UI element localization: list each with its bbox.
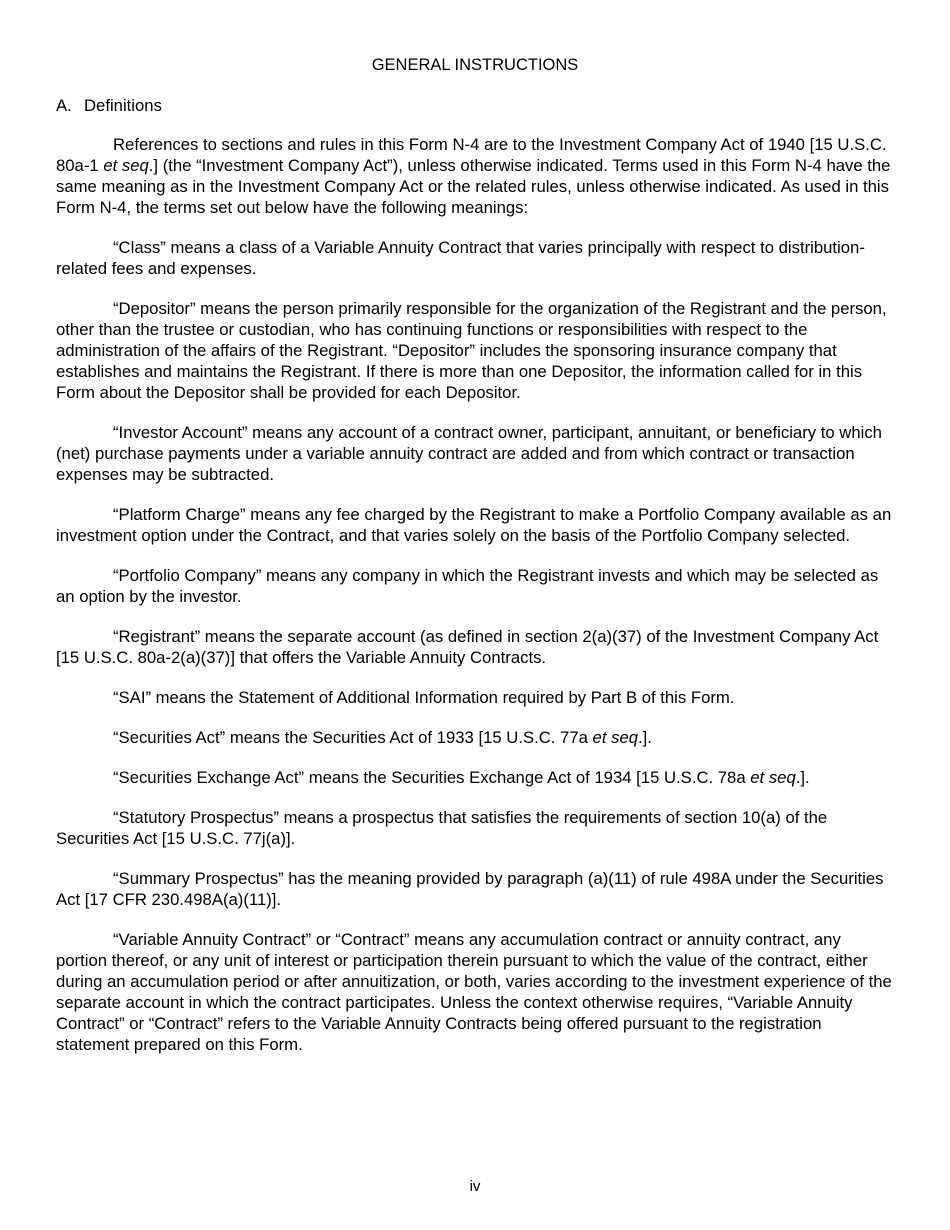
definition-class: “Class” means a class of a Variable Annuity Contract that varies principally with respect to distribution-related fees and expenses. bbox=[56, 238, 865, 278]
securities-exchange-act-text-2: .]. bbox=[795, 768, 810, 787]
securities-exchange-act-italic: et seq bbox=[750, 768, 796, 787]
definition-variable-annuity-contract: “Variable Annuity Contract” or “Contract” means any accumulation contract or annuity contract, any portion thereof, or any unit of interest or participation therein pursuant to which the value of the contract, either during an accumulation period or after annuitization, or both, varies according to the investment experience of the separate account in which the contract participates. Unless the context otherwise requires, “Variable Annuity Contract” or “Contract” refers to the Variable Annuity Contracts being offered pursuant to the registration statement prepared on this Form. bbox=[56, 930, 892, 1054]
definition-securities-exchange-act bbox=[56, 767, 894, 788]
definition-securities-act bbox=[56, 727, 894, 748]
securities-exchange-act-text-1: “Securities Exchange Act” means the Securities Exchange Act of 1934 [15 U.S.C. 78a bbox=[113, 768, 751, 787]
definition-platform-charge: “Platform Charge” means any fee charged by the Registrant to make a Portfolio Company available as an investment option under the Contract, and that varies solely on the basis of the Portfolio Company selected. bbox=[56, 505, 892, 545]
intro-text-1: References to sections and rules in this Form N-4 are to the Investment Company Act of 1940 [15 U.S.C. 80a-1 bbox=[56, 135, 887, 175]
definition-portfolio-company: “Portfolio Company” means any company in which the Registrant invests and which may be selected as an option by the investor. bbox=[56, 566, 879, 606]
definition-statutory-prospectus: “Statutory Prospectus” means a prospectus that satisfies the requirements of section 10(a) of the Securities Act [15 U.S.C. 77j(a)]. bbox=[56, 808, 828, 848]
section-heading bbox=[56, 95, 162, 116]
securities-act-text-1: “Securities Act” means the Securities Act of 1933 [15 U.S.C. 77a bbox=[113, 728, 593, 747]
intro-paragraph bbox=[56, 134, 894, 218]
definition-registrant: “Registrant” means the separate account (as defined in section 2(a)(37) of the Investment Company Act [15 U.S.C. 80a-2(a)(37)] that offers the Variable Annuity Contracts. bbox=[56, 627, 879, 667]
securities-act-text-2: .]. bbox=[638, 728, 652, 747]
definition-sai: “SAI” means the Statement of Additional Information required by Part B of this Form. bbox=[113, 688, 735, 707]
page-title: GENERAL INSTRUCTIONS bbox=[371, 56, 579, 74]
definition-depositor: “Depositor” means the person primarily responsible for the organization of the Registrant and the person, other than the trustee or custodian, who has continuing functions or responsibilities with respect to the administration of the affairs of the Registrant. “Depositor” includes the sponsoring insurance company that establishes and maintains the Registrant. If there is more than one Depositor, the information called for in this Form about the Depositor shall be provided for each Depositor. bbox=[56, 299, 887, 402]
definitions-body bbox=[56, 134, 894, 1074]
section-title: Definitions bbox=[84, 96, 162, 115]
page-number: iv bbox=[469, 1178, 481, 1195]
intro-text-2: .] (the “Investment Company Act”), unless otherwise indicated. Terms used in this Form N-4 have the same meaning as in the Investment Company Act or the related rules, unless otherwise indicated. As used in this Form N-4, the terms set out below have the following meanings: bbox=[56, 156, 891, 217]
document-page bbox=[56, 0, 894, 1230]
definition-investor-account: “Investor Account” means any account of a contract owner, participant, annuitant, or beneficiary to which (net) purchase payments under a variable annuity contract are added and from which contract or transaction expenses may be subtracted. bbox=[56, 423, 882, 484]
intro-text-italic: et seq bbox=[103, 156, 149, 175]
section-letter: A. bbox=[56, 96, 72, 115]
definition-summary-prospectus: “Summary Prospectus” has the meaning provided by paragraph (a)(11) of rule 498A under the Securities Act [17 CFR 230.498A(a)(11)]. bbox=[56, 869, 884, 909]
securities-act-italic: et seq bbox=[592, 728, 639, 747]
